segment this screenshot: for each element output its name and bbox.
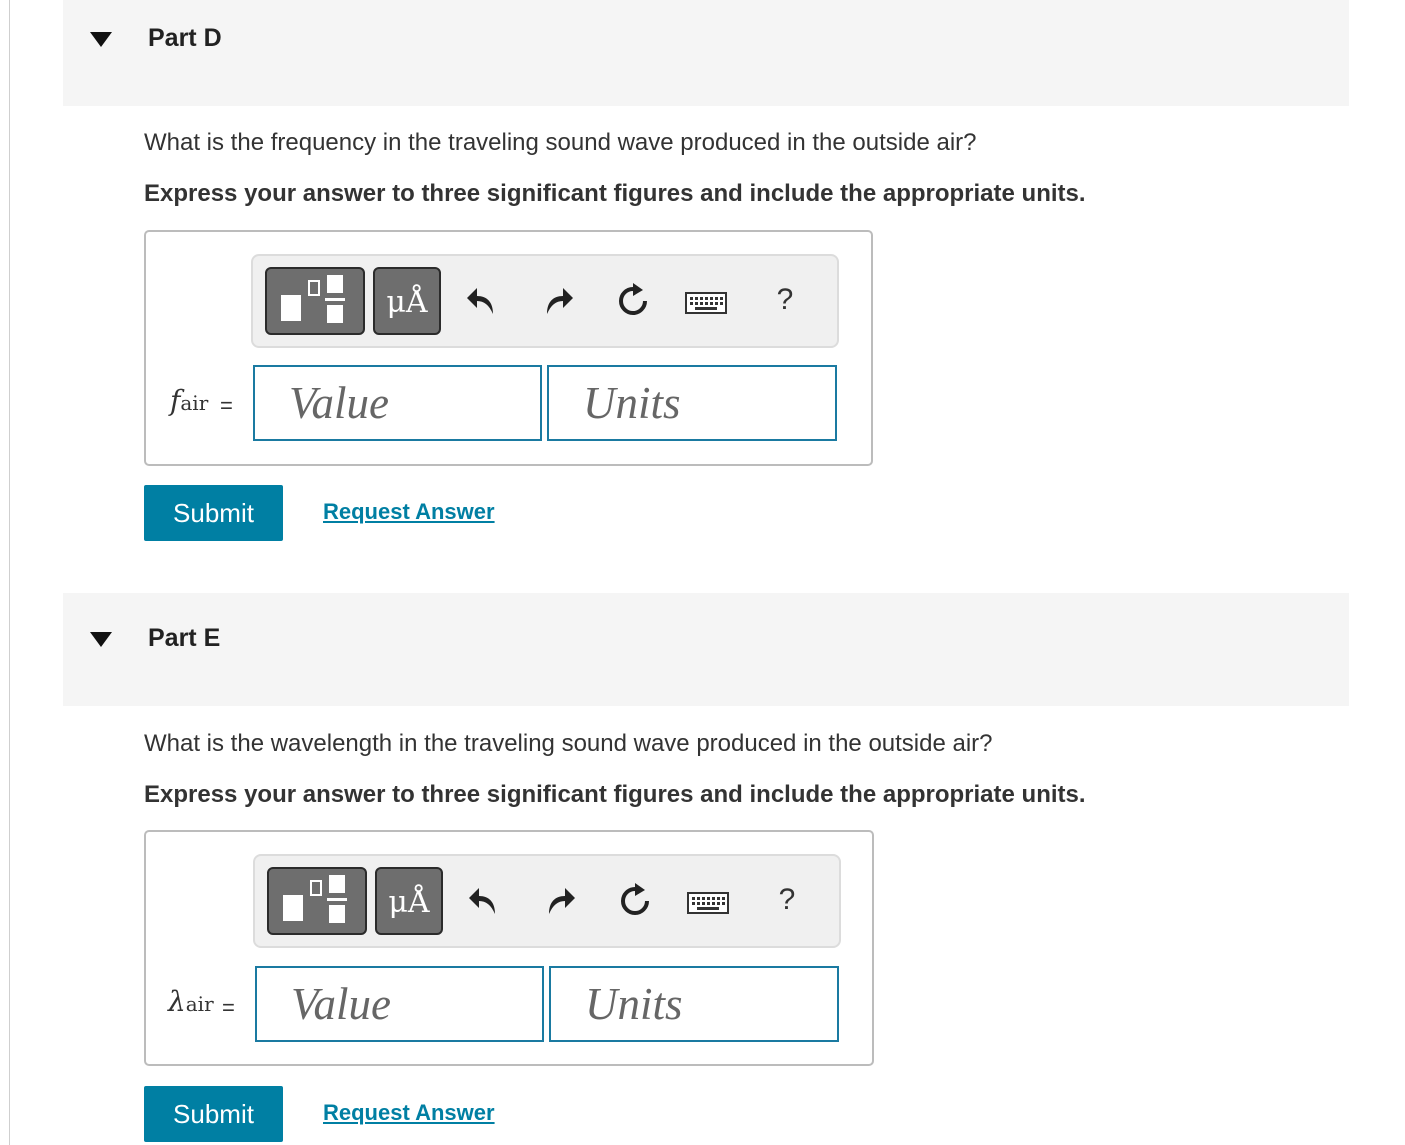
part-d-header[interactable] bbox=[63, 0, 1349, 106]
help-icon[interactable]: ? bbox=[776, 283, 794, 316]
help-icon[interactable]: ? bbox=[778, 883, 796, 916]
redo-icon[interactable] bbox=[541, 284, 575, 318]
reset-icon[interactable] bbox=[617, 883, 653, 919]
undo-icon[interactable] bbox=[467, 884, 501, 918]
part-e-title: Part E bbox=[148, 624, 221, 652]
value-input[interactable] bbox=[255, 966, 544, 1042]
keyboard-icon[interactable] bbox=[687, 892, 729, 914]
units-button[interactable]: μÅ bbox=[375, 867, 443, 935]
submit-button[interactable]: Submit bbox=[144, 485, 283, 541]
part-e-question: What is the wavelength in the traveling sound wave produced in the outside air? bbox=[144, 730, 993, 757]
part-d-toolbar bbox=[251, 254, 839, 348]
variable-subscript: air bbox=[180, 391, 209, 415]
part-e-instruction: Express your answer to three significant figures and include the appropriate units. bbox=[144, 781, 1086, 808]
variable-symbol: λ bbox=[168, 985, 186, 1018]
request-answer-link[interactable]: Request Answer bbox=[323, 1100, 495, 1125]
redo-icon[interactable] bbox=[543, 884, 577, 918]
part-e-header[interactable] bbox=[63, 593, 1349, 706]
variable-subscript: air bbox=[185, 992, 214, 1016]
request-answer-link[interactable]: Request Answer bbox=[323, 499, 495, 524]
value-input[interactable] bbox=[253, 365, 542, 441]
equals-sign: = bbox=[222, 995, 235, 1020]
caret-down-icon[interactable] bbox=[90, 32, 112, 48]
undo-icon[interactable] bbox=[465, 284, 499, 318]
part-d-title: Part D bbox=[148, 24, 222, 52]
units-button[interactable]: μÅ bbox=[373, 267, 441, 335]
caret-down-icon[interactable] bbox=[90, 632, 112, 648]
part-d-answer-box bbox=[144, 230, 873, 466]
reset-icon[interactable] bbox=[615, 283, 651, 319]
template-icon bbox=[267, 269, 363, 333]
variable-label bbox=[170, 384, 208, 417]
template-button[interactable] bbox=[267, 867, 367, 935]
submit-button[interactable]: Submit bbox=[144, 1086, 283, 1142]
units-input[interactable] bbox=[549, 966, 839, 1042]
equals-sign: = bbox=[220, 393, 233, 418]
part-d-question: What is the frequency in the traveling sound wave produced in the outside air? bbox=[144, 129, 977, 156]
part-d-instruction: Express your answer to three significant figures and include the appropriate units. bbox=[144, 180, 1086, 207]
part-e-toolbar bbox=[253, 854, 841, 948]
part-e-answer-box bbox=[144, 830, 874, 1066]
template-icon bbox=[269, 869, 365, 933]
left-rule bbox=[9, 0, 10, 1145]
keyboard-icon[interactable] bbox=[685, 292, 727, 314]
variable-symbol: f bbox=[170, 384, 181, 417]
template-button[interactable] bbox=[265, 267, 365, 335]
variable-label bbox=[168, 985, 214, 1018]
units-input[interactable] bbox=[547, 365, 837, 441]
